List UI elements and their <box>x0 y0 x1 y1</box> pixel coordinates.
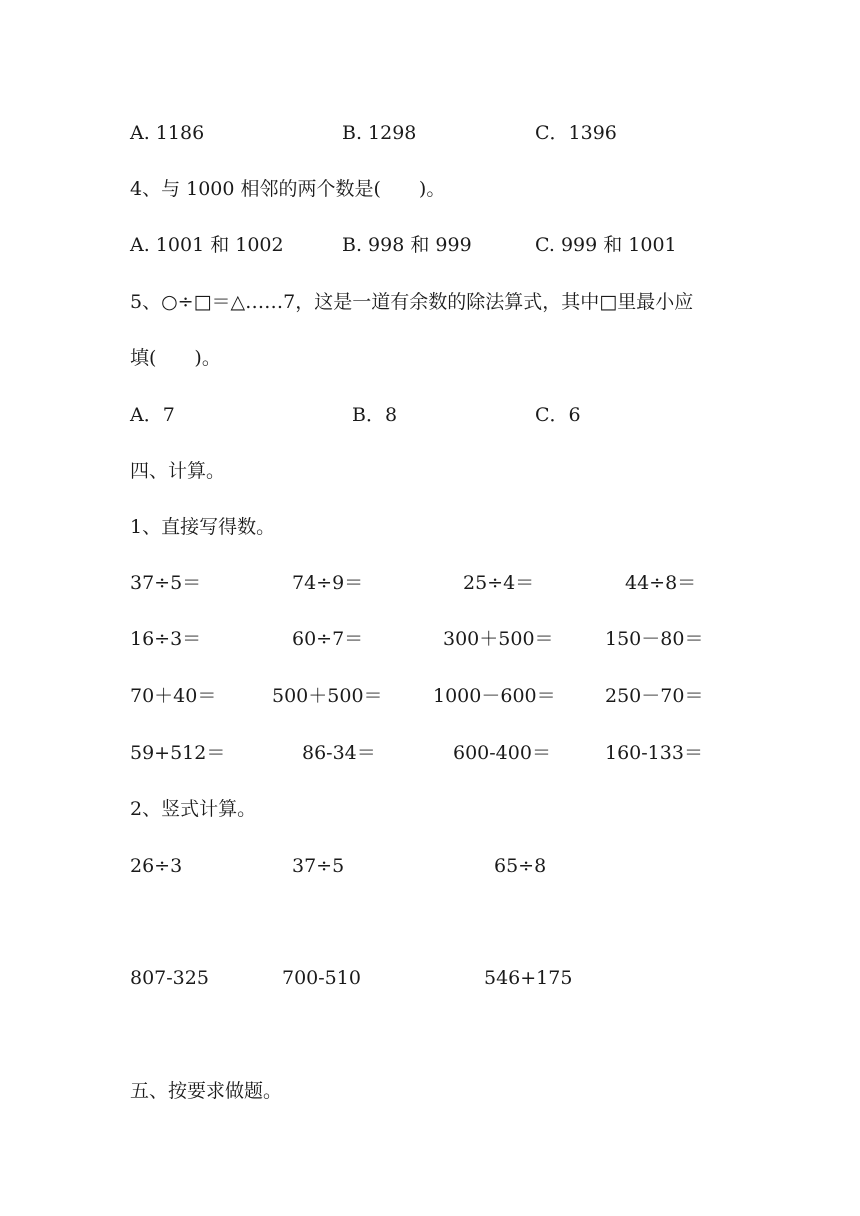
section4-heading: 四、计算。 <box>130 460 226 482</box>
mental-math-item: 74÷9＝ <box>292 572 364 594</box>
q4-question: 4、与 1000 相邻的两个数是( )。 <box>130 178 446 200</box>
q5-question-line1: 5、○÷□＝△……7，这是一道有余数的除法算式，其中□里最小应 <box>130 291 694 313</box>
q5-question-line2: 填( )。 <box>130 347 221 369</box>
mental-math-item: 59+512＝ <box>130 742 226 764</box>
vertical-calc-item: 26÷3 <box>130 855 183 877</box>
section5-heading: 五、按要求做题。 <box>130 1080 283 1102</box>
q3-option-b: B. 1298 <box>342 122 417 144</box>
q3-option-a: A. 1186 <box>130 122 205 144</box>
vertical-calc-item: 700-510 <box>282 967 361 989</box>
mental-math-item: 60÷7＝ <box>292 628 364 650</box>
mental-math-item: 86-34＝ <box>302 742 376 764</box>
q4-option-a: A. 1001 和 1002 <box>130 234 284 256</box>
q3-option-c: C．1396 <box>535 122 617 144</box>
mental-math-item: 300＋500＝ <box>443 628 554 650</box>
mental-math-item: 16÷3＝ <box>130 628 202 650</box>
mental-math-item: 37÷5＝ <box>130 572 202 594</box>
q5-option-b: B．8 <box>352 404 398 426</box>
part1-heading: 1、直接写得数。 <box>130 516 276 538</box>
mental-math-item: 70＋40＝ <box>130 685 217 707</box>
vertical-calc-item: 546+175 <box>484 967 573 989</box>
q4-option-c: C. 999 和 1001 <box>535 234 677 256</box>
mental-math-item: 150－80＝ <box>605 628 704 650</box>
part2-heading: 2、竖式计算。 <box>130 798 257 820</box>
mental-math-item: 250－70＝ <box>605 685 704 707</box>
q5-option-a: A．7 <box>130 404 175 426</box>
mental-math-item: 25÷4＝ <box>463 572 535 594</box>
mental-math-item: 160-133＝ <box>605 742 703 764</box>
q5-option-c: C．6 <box>535 404 581 426</box>
mental-math-item: 600-400＝ <box>453 742 551 764</box>
q4-option-b: B. 998 和 999 <box>342 234 472 256</box>
mental-math-item: 44÷8＝ <box>625 572 697 594</box>
vertical-calc-item: 37÷5 <box>292 855 345 877</box>
vertical-calc-item: 65÷8 <box>494 855 547 877</box>
mental-math-item: 500＋500＝ <box>272 685 383 707</box>
mental-math-item: 1000－600＝ <box>433 685 556 707</box>
vertical-calc-item: 807-325 <box>130 967 209 989</box>
